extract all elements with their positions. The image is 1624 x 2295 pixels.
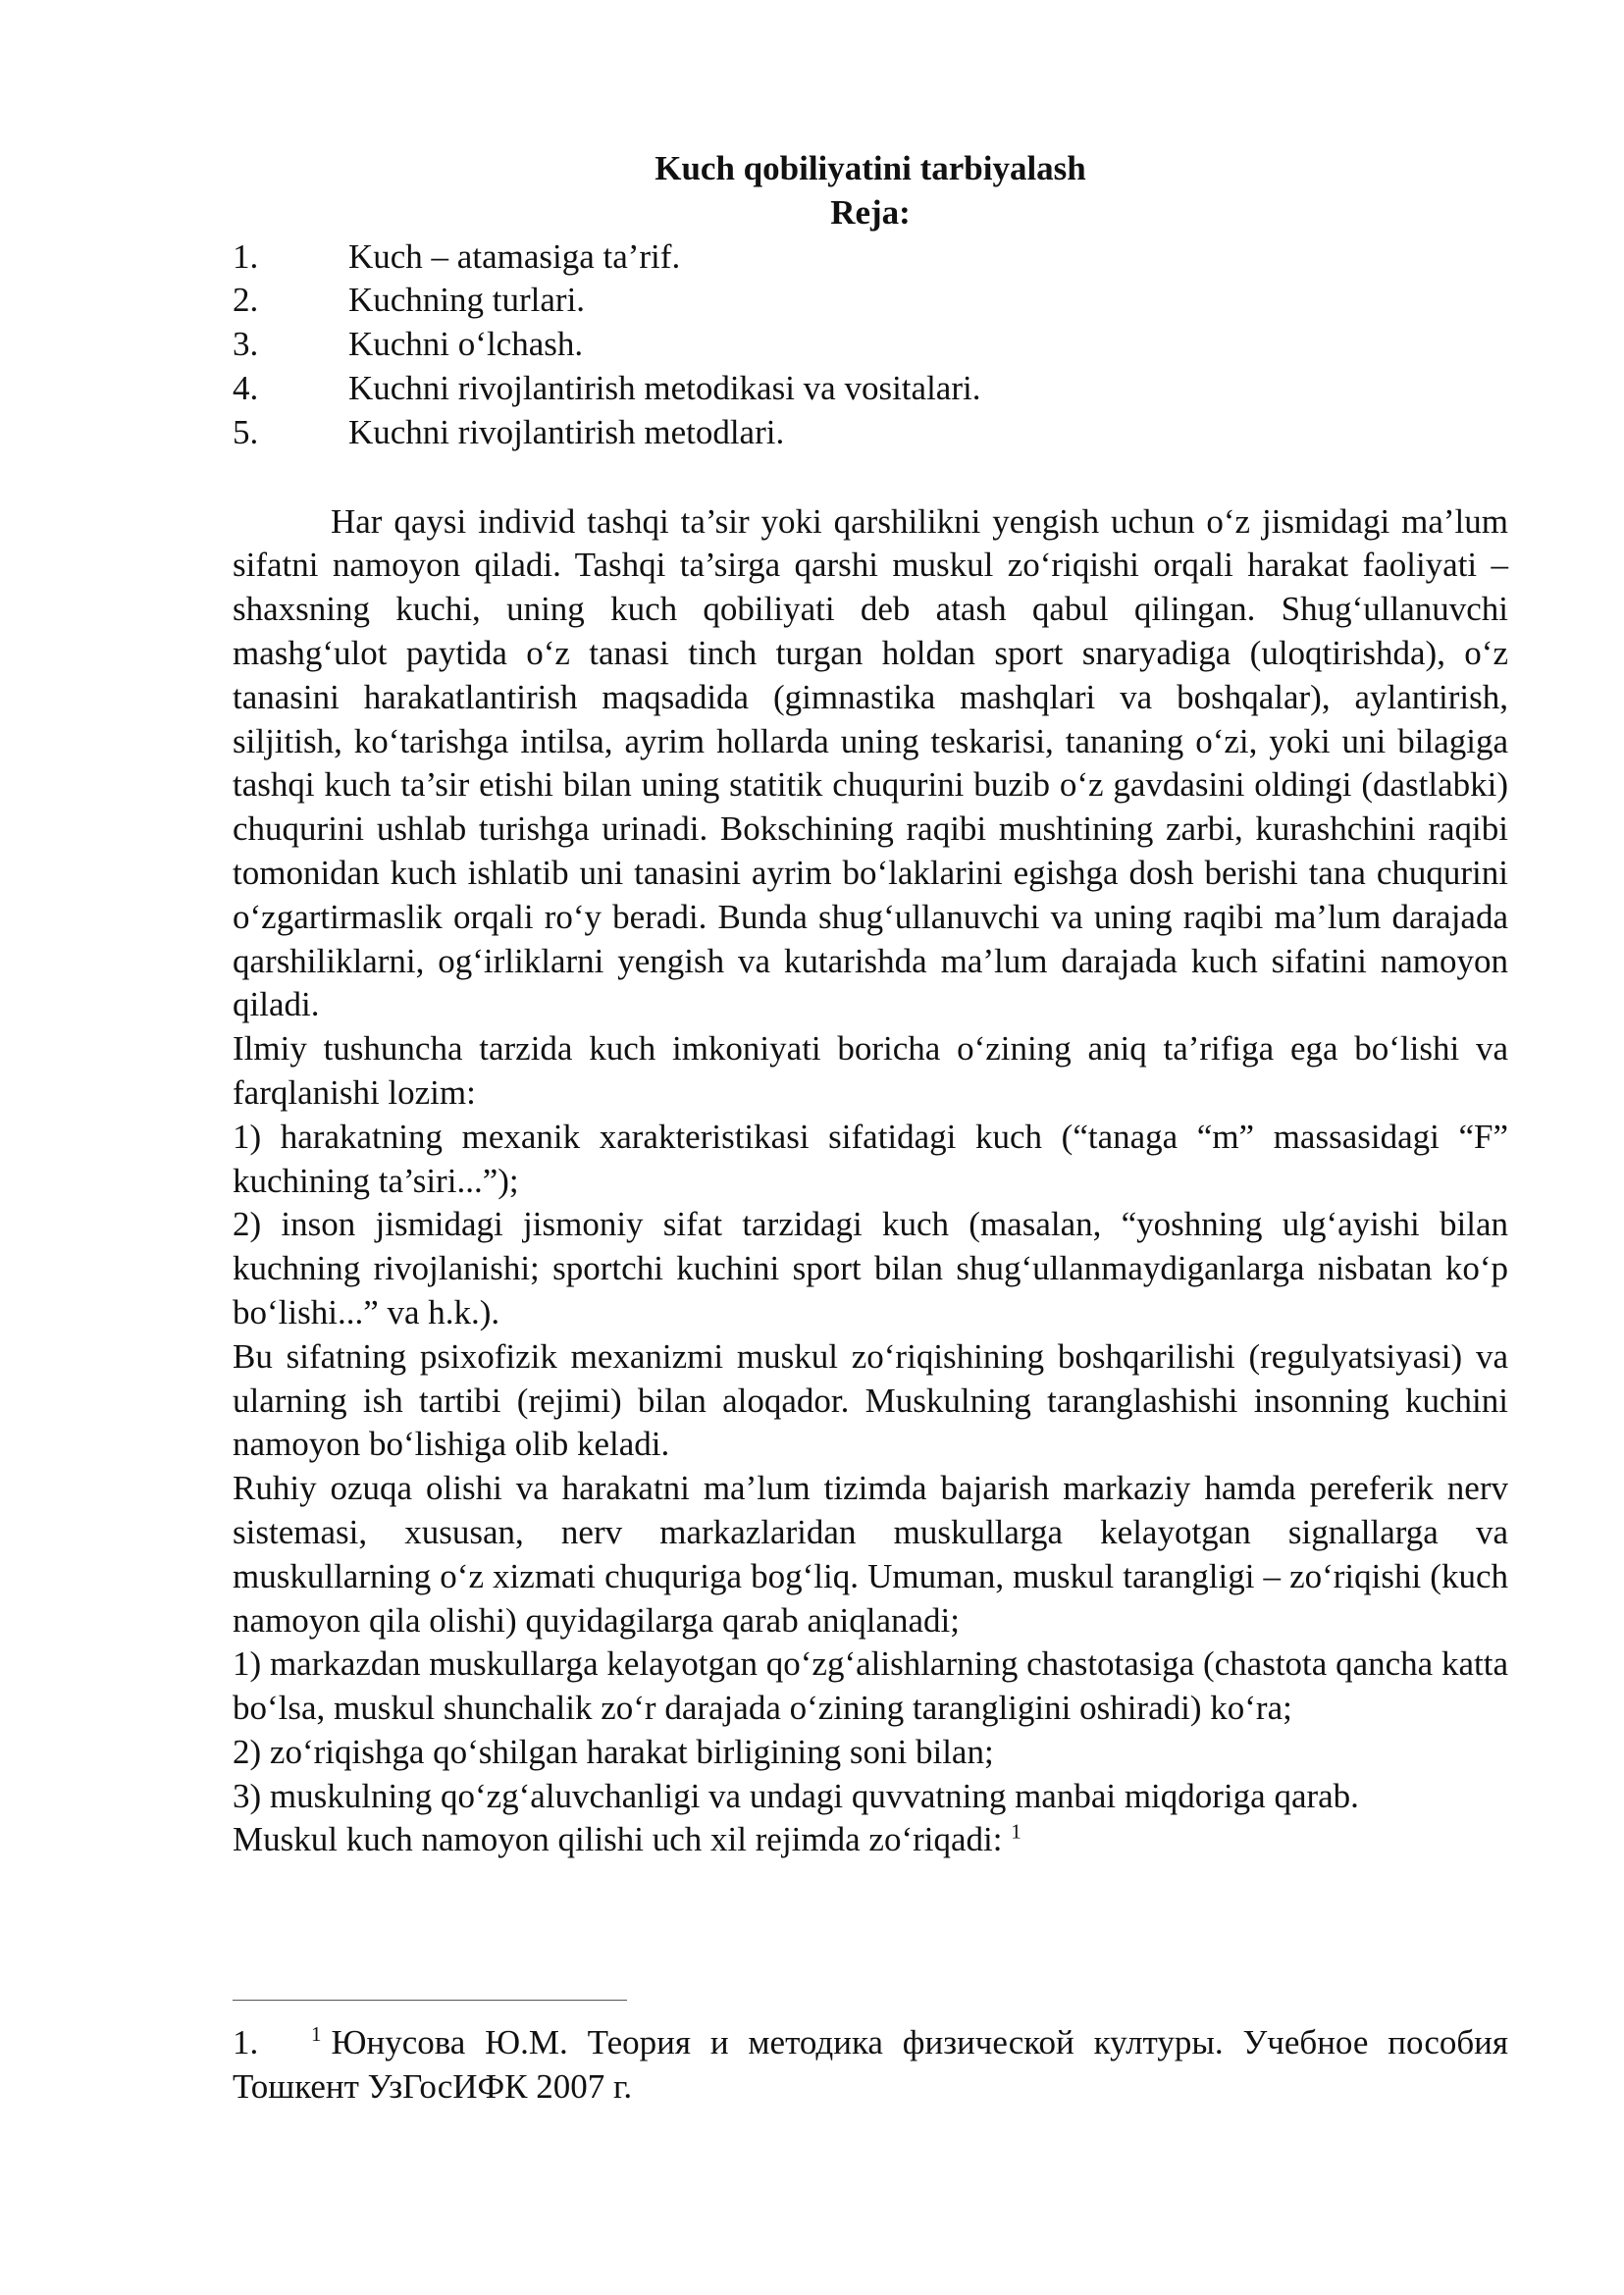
paragraph-point-2: 2) inson jismidagi jismoniy sifat tarzidagi kuch (masalan, “yoshning ulg‘ayishi bilan kuchning rivojlanishi; sportchi kuchini sport bilan shug‘ullanmaydiganlarga nisbatan ko‘p bo‘lishi...” va h.k.). bbox=[233, 1205, 1508, 1331]
paragraph-definition: Ilmiy tushuncha tarzida kuch imkoniyati boricha o‘zining aniq ta’rifiga ega bo‘lishi va farqlanishi lozim: bbox=[233, 1029, 1508, 1112]
footnote bbox=[233, 2021, 1508, 2110]
plan-item-text: Kuchni rivojlantirish metodlari. bbox=[348, 412, 785, 451]
paragraph-intro: Har qaysi individ tashqi ta’sir yoki qarshilikni yengish uchun o‘z jismidagi ma’lum sifatni namoyon qiladi. Tashqi ta’sirga qarshi muskul zo‘riqishi orqali harakat faoliyati – shaxsning kuchi, uning kuch qobiliyati deb atash qabul qilingan. Shug‘ullanuvchi mashg‘ulot paytida o‘z tanasi tinch turgan holdan sport snaryadiga (uloqtirishda), o‘z tanasini harakatlantirish maqsadida (gimnastika mashqlari va boshqalar), aylantirish, siljitish, ko‘tarishga intilsa, ayrim hollarda uning teskarisi, tananing o‘zi, yoki uni bilagiga tashqi kuch ta’sir etishi bilan uning statitik chuqurini buzib o‘z gavdasini oldingi (dastlabki) chuqurini ushlab turishga urinadi. Bokschining raqibi mushtining zarbi, kurashchini raqibi tomonidan kuch ishlatib uni tanasini ayrim bo‘laklarini egishga dosh berishi tana chuqurini o‘zgartirmaslik orqali ro‘y beradi. Bunda shug‘ullanuvchi va uning raqibi ma’lum darajada qarshiliklarni, og‘irliklarni yengish va kutarishda ma’lum darajada kuch sifatini namoyon qiladi. bbox=[233, 501, 1508, 1024]
plan-item bbox=[233, 235, 1508, 280]
paragraph-factor-1: 1) markazdan muskullarga kelayotgan qo‘zg‘alishlarning chastotasiga (chastota qancha katta bo‘lsa, muskul shunchalik zo‘r darajada o‘zining tarangligini oshiradi) ko‘ra; bbox=[233, 1644, 1508, 1728]
plan-list bbox=[233, 235, 1508, 455]
footnote-reference[interactable]: 1 bbox=[1011, 1819, 1022, 1844]
plan-item-text: Kuchning turlari. bbox=[348, 281, 586, 320]
plan-item-number: 3. bbox=[233, 325, 259, 364]
plan-item-text: Kuchni o‘lchash. bbox=[348, 325, 584, 364]
plan-item-text: Kuch – atamasiga ta’rif. bbox=[348, 236, 681, 276]
footnote-mark: 1 bbox=[311, 2022, 322, 2047]
plan-item-number: 1. bbox=[233, 236, 259, 276]
plan-item-number: 4. bbox=[233, 368, 259, 407]
plan-item-number: 5. bbox=[233, 412, 259, 451]
regimes-text: Muskul kuch namoyon qilishi uch xil rejimda zo‘riqadi: bbox=[233, 1820, 1003, 1859]
footnote-number: 1. bbox=[233, 2023, 259, 2061]
document-title: Kuch qobiliyatini tarbiyalash bbox=[655, 149, 1086, 187]
section-spacer bbox=[233, 455, 1508, 500]
plan-item-text: Kuchni rivojlantirish metodikasi va vositalari. bbox=[348, 368, 981, 407]
paragraph-point-1: 1) harakatning mexanik xarakteristikasi sifatidagi kuch (“tanaga “m” massasidagi “F” kuchining ta’siri...”); bbox=[233, 1117, 1508, 1200]
plan-item bbox=[233, 411, 1508, 455]
paragraph-factor-2: 2) zo‘riqishga qo‘shilgan harakat birligining soni bilan; bbox=[233, 1732, 994, 1771]
footnote-text: Юнусова Ю.М. Теория и методика физической културы. Учебное пособия Тошкент УзГосИФК 2007 г. bbox=[233, 2023, 1508, 2106]
paragraph-factor-3: 3) muskulning qo‘zg‘aluvchanligi va undagi quvvatning manbai miqdoriga qarab. bbox=[233, 1776, 1359, 1815]
footnote-separator bbox=[233, 2000, 627, 2001]
plan-heading: Reja: bbox=[830, 192, 911, 232]
paragraph-nervous-system: Ruhiy ozuqa olishi va harakatni ma’lum tizimda bajarish markaziy hamda pereferik nerv sistemasi, xususan, nerv markazlaridan muskullarga kelayotgan signallarga va muskullarning o‘z xizmati chuquriga bog‘liq. Umuman, muskul tarangligi – zo‘riqishi (kuch namoyon qila olishi) quyidagilarga qarab aniqlanadi; bbox=[233, 1469, 1508, 1640]
paragraph-regimes bbox=[233, 1818, 1508, 1862]
paragraph-mechanism: Bu sifatning psixofizik mexanizmi muskul zo‘riqishining boshqarilishi (regulyatsiyasi) va ularning ish tartibi (rejimi) bilan aloqador. Muskulning taranglashishi insonning kuchini namoyon bo‘lishiga olib keladi. bbox=[233, 1336, 1508, 1464]
plan-item-number: 2. bbox=[233, 281, 259, 320]
plan-item bbox=[233, 367, 1508, 411]
plan-item bbox=[233, 279, 1508, 323]
document-body bbox=[233, 147, 1508, 1862]
plan-item bbox=[233, 323, 1508, 367]
